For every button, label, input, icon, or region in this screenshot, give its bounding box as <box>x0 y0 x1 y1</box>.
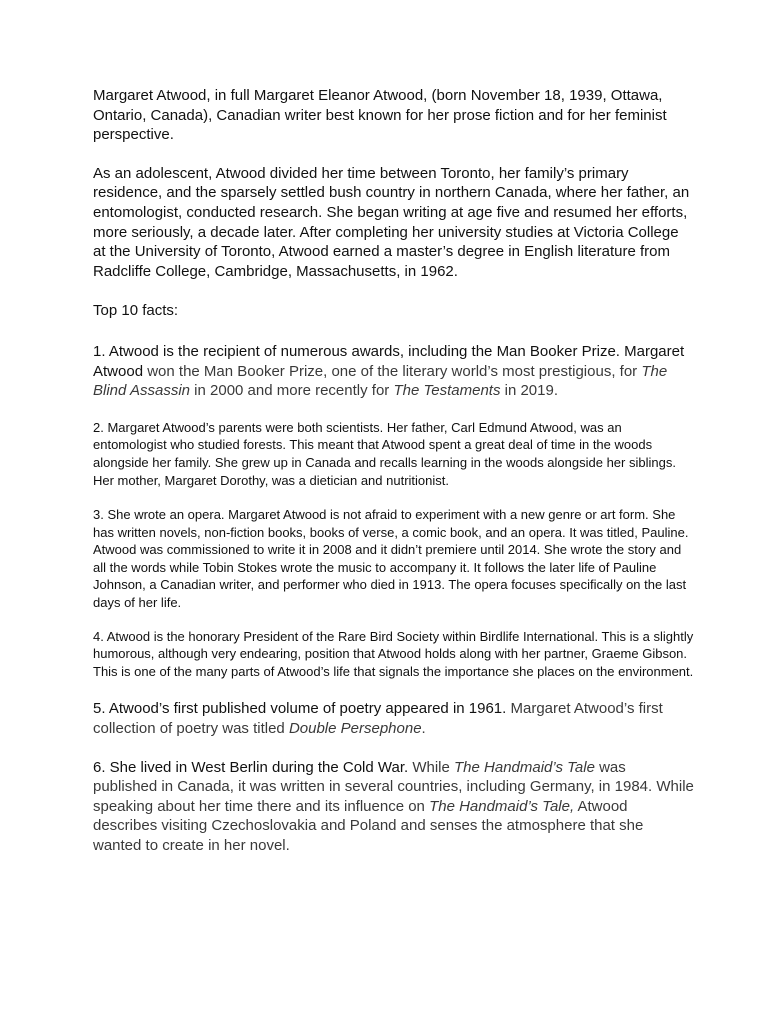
fact-2: 2. Margaret Atwood’s parents were both scientists. Her father, Carl Edmund Atwood, was an entomologist who studied forests. This meant that Atwood spent a great deal of time in the woods alongside her family. She grew up in Canada and recalls learning in the woods alongside her siblings. Her mother, Margaret Dorothy, was a dietician and nutritionist. <box>93 419 676 488</box>
fact-5-heading: 5. Atwood’s first published volume of poetry appeared in 1961. <box>93 700 507 718</box>
fact-5 <box>93 699 694 738</box>
fact-1-text-b: in 2000 and more recently for <box>190 382 394 400</box>
fact-6 <box>93 758 694 856</box>
fact-1-name: Margaret Atwood <box>93 342 685 380</box>
adolescence-paragraph: As an adolescent, Atwood divided her time between Toronto, her family’s primary residence, and the sparsely settled bush country in northern Canada, where her father, an entomologist, conducted research. She began writing at age five and resumed her efforts, more seriously, a decade later. After completing her university studies at Victoria College at the University of Toronto, Atwood earned a master’s degree in English literature from Radcliffe College, Cambridge, Massachusetts, in 1962. <box>93 164 690 280</box>
fact-3: 3. She wrote an opera. Margaret Atwood is not afraid to experiment with a new genre or art form. She has written novels, non-fiction books, books of verse, a comic book, and an opera. It was titled, Pauline. Atwood was commissioned to write it in 2008 and it didn’t premiere until 2014. She wrote the story and all the words while Tobin Stokes wrote the music to accompany it. It follows the later life of Pauline Johnson, a Canadian writer, and performer who died in 1913. The opera focuses specifically on the last days of her life. <box>93 507 689 611</box>
fact-6-text-a: While <box>408 758 454 776</box>
fact-6-title-a: The Handmaid’s Tale <box>454 758 595 776</box>
fact-6-title-b: The Handmaid’s Tale, <box>429 797 575 815</box>
fact-1-title-b: The Testaments <box>393 382 501 400</box>
fact-6-text-b: was published in Canada, it was written in several countries, including Germany, in 1984. While speaking about her time there and its influence on <box>93 758 694 815</box>
fact-1-text-a: won the Man Booker Prize, one of the literary world’s most prestigious, for <box>143 362 642 380</box>
fact-6-text-c: Atwood describes visiting Czechoslovakia and Poland and senses the atmosphere that she wanted to create in her novel. <box>93 797 644 854</box>
fact-1-heading: 1. Atwood is the recipient of numerous awards, including the Man Booker Prize. <box>93 342 620 360</box>
fact-1 <box>93 342 694 401</box>
fact-1-title-a: The Blind Assassin <box>93 362 668 400</box>
fact-5-text-b: . <box>421 720 426 738</box>
fact-5-title: Double Persephone <box>288 720 422 738</box>
fact-6-heading: 6. She lived in West Berlin during the Cold War. <box>93 758 409 776</box>
fact-5-text-a: Margaret Atwood’s first collection of poetry was titled <box>93 700 663 738</box>
fact-1-text-c: in 2019. <box>500 382 558 400</box>
fact-4: 4. Atwood is the honorary President of the Rare Bird Society within Birdlife International. This is a slightly humorous, although very endearing, position that Atwood holds along with her partner, Graeme Gibson. This is one of the many parts of Atwood’s life that signals the importance she places on the environment. <box>93 628 694 679</box>
facts-heading: Top 10 facts: <box>93 302 179 320</box>
intro-paragraph: Margaret Atwood, in full Margaret Eleanor Atwood, (born November 18, 1939, Ottawa, Ontario, Canada), Canadian writer best known for her prose fiction and for her feminist perspective. <box>93 87 667 144</box>
